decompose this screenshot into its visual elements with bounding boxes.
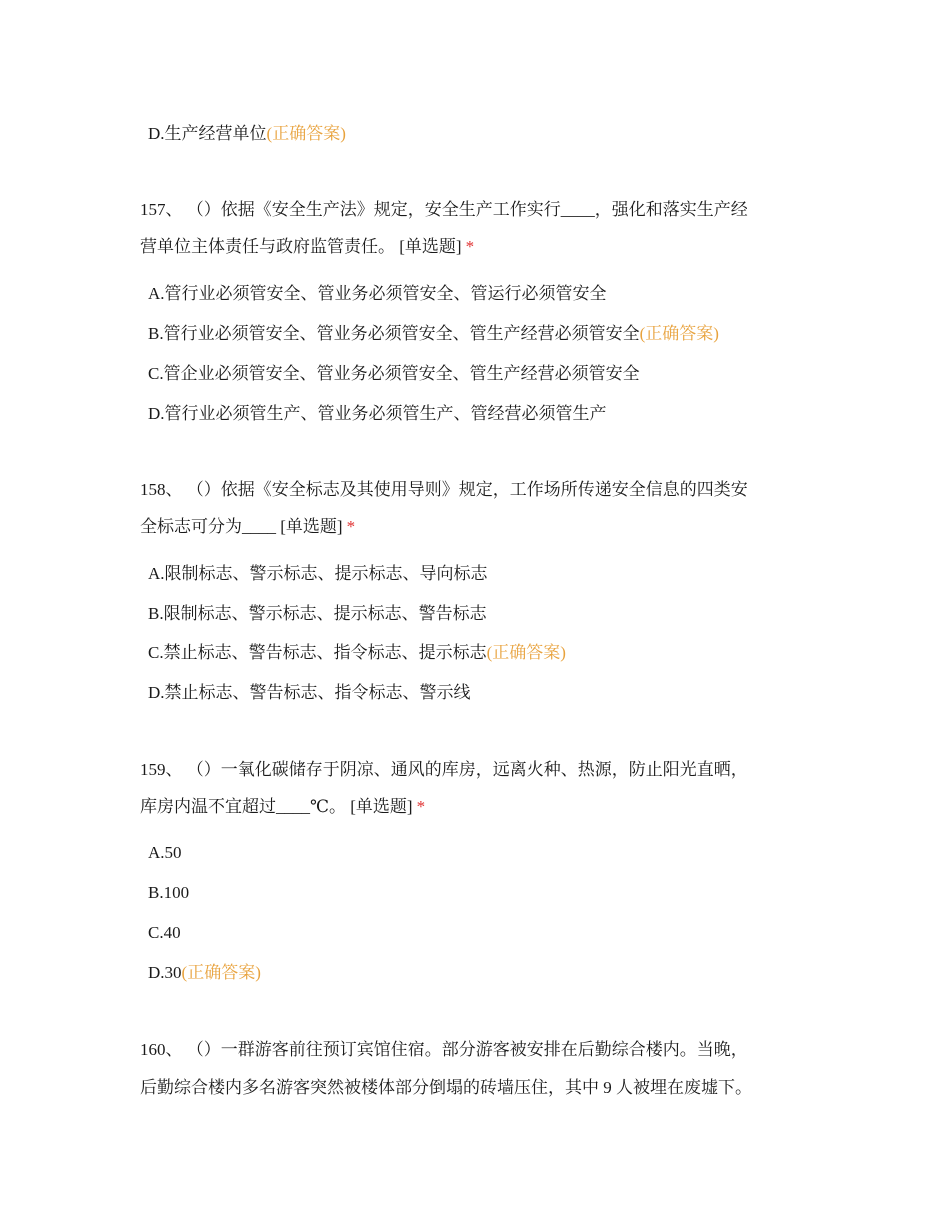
question-text: 营单位主体责任与政府监管责任。 [单选题] [140, 237, 462, 256]
question-157-text-line-2 [140, 236, 474, 258]
question-159-text-line-1: 159、 （）一氧化碳储存于阴凉、通风的库房，远离火种、热源，防止阳光直晒， [140, 760, 748, 779]
option-text: D.生产经营单位 [148, 124, 267, 143]
question-text: 全标志可分为____ [单选题] [140, 517, 343, 536]
option-text: D.禁止标志、警告标志、指令标志、警示线 [148, 683, 471, 702]
correct-answer-tag: (正确答案) [181, 963, 261, 982]
question-158-option-b [148, 603, 487, 625]
option-text: B.管行业必须管安全、管业务必须管安全、管生产经营必须管安全 [148, 324, 640, 343]
question-158-option-d [148, 682, 471, 704]
option-text: D.30 [148, 963, 182, 982]
question-158-text-line-1: 158、 （）依据《安全标志及其使用导则》规定，工作场所传递安全信息的四类安 [140, 480, 748, 499]
question-160-text-line-1: 160、 （）一群游客前往预订宾馆住宿。部分游客被安排在后勤综合楼内。当晚， [140, 1040, 748, 1059]
option-text: A.管行业必须管安全、管业务必须管安全、管运行必须管安全 [148, 284, 607, 303]
question-158-text-line-2 [140, 516, 355, 538]
question-159-option-b [148, 882, 189, 904]
correct-answer-tag: (正确答案) [486, 643, 566, 662]
question-159-text-line-2 [140, 796, 425, 818]
option-text: B.限制标志、警示标志、提示标志、警告标志 [148, 604, 487, 623]
required-mark: * [465, 237, 475, 256]
required-mark: * [416, 797, 426, 816]
option-text: C.禁止标志、警告标志、指令标志、提示标志 [148, 643, 487, 662]
option-text: A.限制标志、警示标志、提示标志、导向标志 [148, 564, 488, 583]
question-157-option-b [148, 323, 719, 345]
question-157-text-line-1: 157、 （）依据《安全生产法》规定，安全生产工作实行____，强化和落实生产经 [140, 200, 748, 219]
prev-question-option-d [148, 123, 346, 145]
question-158-option-a [148, 563, 488, 585]
option-text: B.100 [148, 883, 190, 902]
question-157-option-d [148, 403, 607, 425]
question-160-text-line-2: 后勤综合楼内多名游客突然被楼体部分倒塌的砖墙压住，其中 9 人被埋在废墟下。 [140, 1078, 752, 1097]
question-text: 库房内温不宜超过____℃。 [单选题] [140, 797, 413, 816]
question-157-option-c [148, 363, 640, 385]
question-157-option-a [148, 283, 607, 305]
question-158-option-c [148, 642, 566, 664]
question-159-option-a [148, 842, 182, 864]
option-text: C.40 [148, 923, 181, 942]
option-text: C.管企业必须管安全、管业务必须管安全、管生产经营必须管安全 [148, 364, 640, 383]
correct-answer-tag: (正确答案) [639, 324, 719, 343]
required-mark: * [346, 517, 356, 536]
correct-answer-tag: (正确答案) [266, 124, 346, 143]
option-text: D.管行业必须管生产、管业务必须管生产、管经营必须管生产 [148, 404, 607, 423]
question-159-option-d [148, 962, 261, 984]
question-159-option-c [148, 922, 181, 944]
option-text: A.50 [148, 843, 182, 862]
